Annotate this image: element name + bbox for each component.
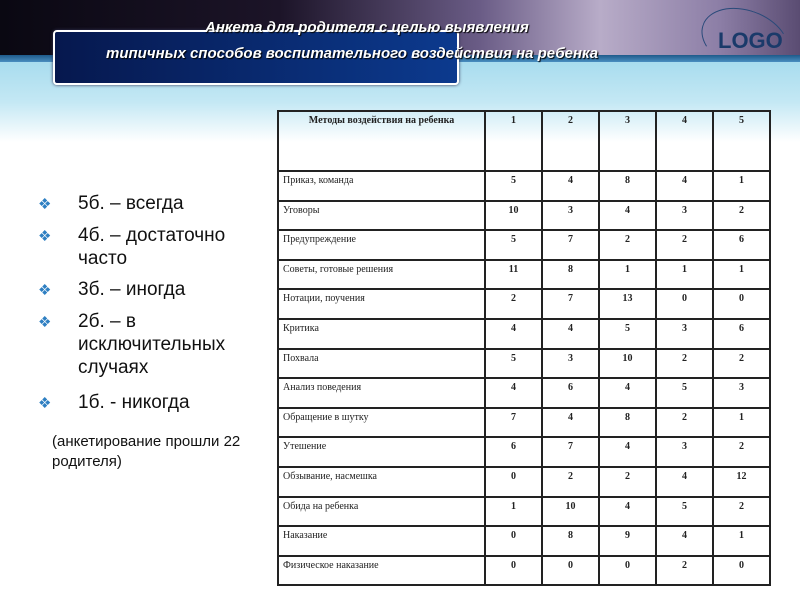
- score-cell: 4: [656, 171, 713, 201]
- table-row: [278, 171, 770, 201]
- score-cell: 2: [599, 467, 656, 497]
- score-cell: 6: [485, 437, 542, 467]
- methods-table: [277, 110, 771, 586]
- score-cell: 7: [542, 437, 599, 467]
- method-cell: Нотации, поучения: [278, 289, 485, 319]
- score-cell: 3: [599, 111, 656, 171]
- score-cell: 2: [713, 349, 770, 379]
- table-row: [278, 201, 770, 231]
- score-cell: 2: [656, 349, 713, 379]
- score-cell: 8: [542, 260, 599, 290]
- score-cell: 12: [713, 467, 770, 497]
- table-row: [278, 467, 770, 497]
- score-cell: 3: [656, 437, 713, 467]
- score-cell: 1: [656, 260, 713, 290]
- score-cell: 5: [485, 349, 542, 379]
- table-row: [278, 437, 770, 467]
- table-row: [278, 289, 770, 319]
- score-cell: 1: [599, 260, 656, 290]
- diamond-bullet-icon: ❖: [38, 395, 52, 412]
- legend-item: [38, 192, 268, 216]
- logo: LOGO: [718, 28, 783, 53]
- method-cell: Предупреждение: [278, 230, 485, 260]
- method-cell: Уговоры: [278, 201, 485, 231]
- diamond-bullet-icon: ❖: [38, 228, 52, 245]
- score-cell: 4: [485, 319, 542, 349]
- score-cell: 0: [656, 289, 713, 319]
- method-cell: Обращение в шутку: [278, 408, 485, 438]
- score-cell: 0: [485, 556, 542, 586]
- survey-note: (анкетирование прошли 22 родителя): [52, 433, 241, 470]
- method-cell: Обзывание, насмешка: [278, 467, 485, 497]
- score-cell: 9: [599, 526, 656, 556]
- score-cell: 11: [485, 260, 542, 290]
- method-cell: Приказ, команда: [278, 171, 485, 201]
- diamond-bullet-icon: ❖: [38, 196, 52, 213]
- score-cell: 4: [656, 526, 713, 556]
- score-cell: 4: [599, 201, 656, 231]
- score-cell: 1: [713, 526, 770, 556]
- legend-text: 4б. – достаточно часто: [78, 225, 226, 269]
- score-cell: 2: [713, 201, 770, 231]
- score-cell: 2: [599, 230, 656, 260]
- table-row: [278, 497, 770, 527]
- score-cell: 0: [485, 467, 542, 497]
- score-cell: 1: [713, 408, 770, 438]
- legend-item: [38, 224, 268, 270]
- method-cell: Критика: [278, 319, 485, 349]
- score-cell: 13: [599, 289, 656, 319]
- score-legend: [38, 192, 268, 423]
- score-cell: 4: [542, 319, 599, 349]
- score-cell: 10: [485, 201, 542, 231]
- score-cell: 6: [713, 230, 770, 260]
- method-cell: Анализ поведения: [278, 378, 485, 408]
- score-cell: 0: [542, 556, 599, 586]
- score-cell: 2: [542, 111, 599, 171]
- score-cell: 0: [713, 289, 770, 319]
- score-cell: 2: [713, 497, 770, 527]
- score-cell: 3: [542, 349, 599, 379]
- score-cell: 8: [599, 408, 656, 438]
- score-cell: 6: [542, 378, 599, 408]
- method-cell: Утешение: [278, 437, 485, 467]
- method-cell: Наказание: [278, 526, 485, 556]
- score-cell: 1: [485, 111, 542, 171]
- score-cell: 4: [542, 408, 599, 438]
- score-cell: 5: [599, 319, 656, 349]
- score-cell: 7: [542, 230, 599, 260]
- table-row: [278, 526, 770, 556]
- legend-text: 2б. – в исключительных случаях: [78, 311, 226, 378]
- score-cell: 2: [542, 467, 599, 497]
- method-cell: Советы, готовые решения: [278, 260, 485, 290]
- score-cell: 2: [656, 556, 713, 586]
- score-cell: 5: [485, 230, 542, 260]
- slide-title-line2: типичных способов воспитательного воздействия на ребенка: [106, 45, 599, 62]
- score-cell: 4: [656, 111, 713, 171]
- legend-text: 5б. – всегда: [78, 193, 184, 214]
- score-cell: 3: [656, 201, 713, 231]
- score-cell: 5: [713, 111, 770, 171]
- score-cell: 10: [599, 349, 656, 379]
- legend-text: 1б. - никогда: [78, 392, 190, 413]
- method-cell: Похвала: [278, 349, 485, 379]
- score-cell: 0: [599, 556, 656, 586]
- score-cell: 3: [656, 319, 713, 349]
- table-row: [278, 230, 770, 260]
- score-cell: 1: [713, 171, 770, 201]
- legend-item: [38, 391, 268, 415]
- score-cell: 2: [485, 289, 542, 319]
- score-cell: 4: [599, 437, 656, 467]
- diamond-bullet-icon: ❖: [38, 314, 52, 331]
- table-row: [278, 260, 770, 290]
- legend-item: [38, 278, 268, 302]
- method-cell: Методы воздействия на ребенка: [278, 111, 485, 171]
- table-row: [278, 408, 770, 438]
- score-cell: 1: [713, 260, 770, 290]
- score-cell: 3: [713, 378, 770, 408]
- score-cell: 3: [542, 201, 599, 231]
- diamond-bullet-icon: ❖: [38, 282, 52, 299]
- score-cell: 4: [542, 171, 599, 201]
- score-cell: 8: [542, 526, 599, 556]
- score-cell: 10: [542, 497, 599, 527]
- score-cell: 0: [485, 526, 542, 556]
- table-row: [278, 378, 770, 408]
- legend-item: [38, 310, 268, 379]
- method-cell: Физическое наказание: [278, 556, 485, 586]
- score-cell: 5: [485, 171, 542, 201]
- score-cell: 4: [656, 467, 713, 497]
- score-cell: 2: [713, 437, 770, 467]
- table-row: [278, 319, 770, 349]
- score-cell: 7: [542, 289, 599, 319]
- score-cell: 2: [656, 230, 713, 260]
- table-header-row: [278, 111, 770, 171]
- score-cell: 4: [599, 497, 656, 527]
- method-cell: Обида на ребенка: [278, 497, 485, 527]
- table-row: [278, 349, 770, 379]
- score-cell: 4: [599, 378, 656, 408]
- score-cell: 6: [713, 319, 770, 349]
- score-cell: 4: [485, 378, 542, 408]
- slide-title-line1: Анкета для родителя с целью выявления: [205, 19, 529, 36]
- legend-text: 3б. – иногда: [78, 279, 186, 300]
- score-cell: 2: [656, 408, 713, 438]
- score-cell: 5: [656, 378, 713, 408]
- score-cell: 7: [485, 408, 542, 438]
- score-cell: 0: [713, 556, 770, 586]
- score-cell: 1: [485, 497, 542, 527]
- score-cell: 5: [656, 497, 713, 527]
- score-cell: 8: [599, 171, 656, 201]
- table-row: [278, 556, 770, 586]
